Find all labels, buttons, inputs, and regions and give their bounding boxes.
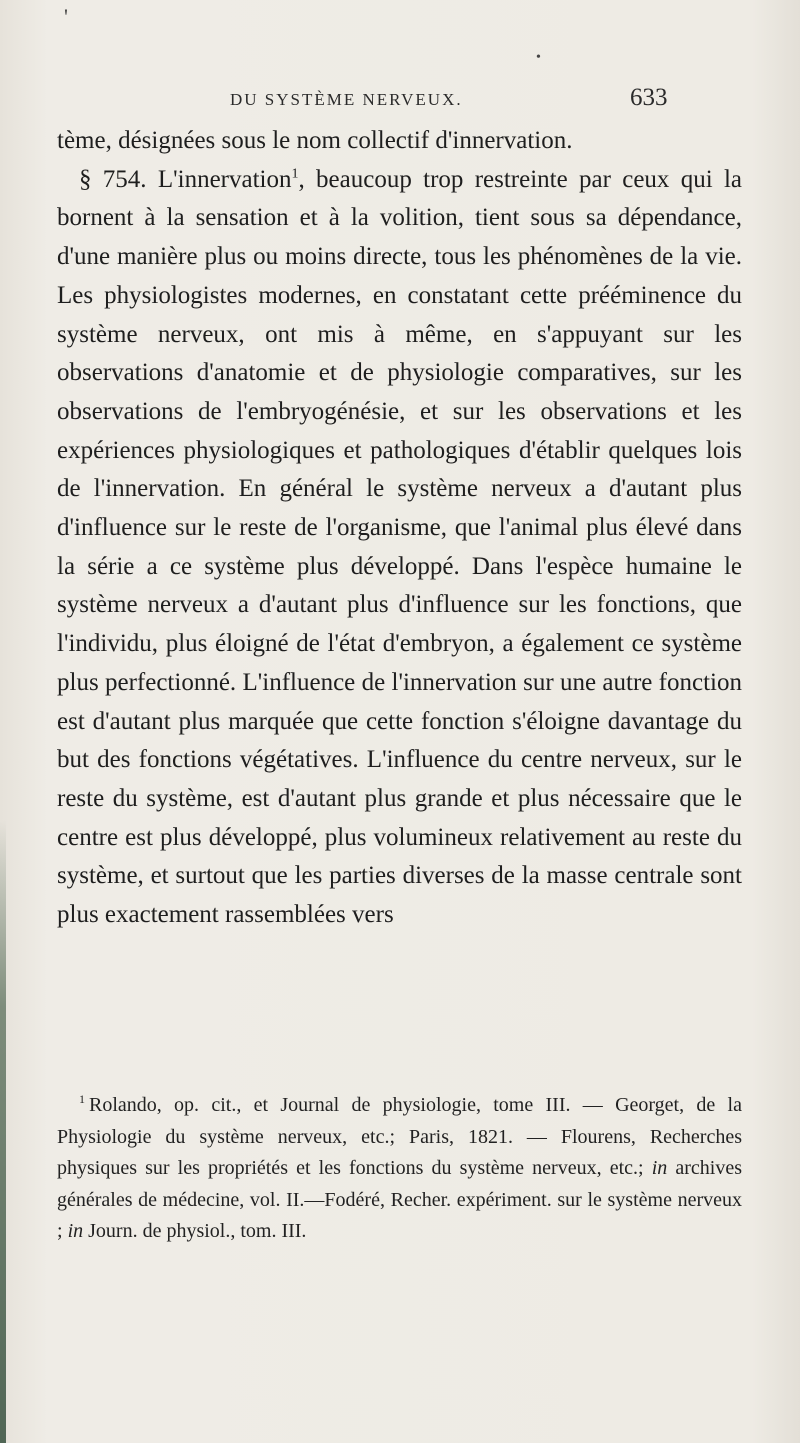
paragraph-section-754 — [57, 161, 742, 935]
page-number: 633 — [630, 84, 668, 111]
main-text — [57, 122, 742, 935]
footnote-text-a: Rolando, op. cit., et Journal de physiologie, tome III. — Georget, de la Physiologie du système nerveux, etc.; Paris, 1821. — Flourens, Recherches physiques sur les propriétés et les fonctions du système nerveux, etc.; — [57, 1094, 742, 1179]
stray-mark-top-left: ' — [64, 4, 68, 29]
footnote-mark: 1 — [79, 1092, 85, 1107]
paragraph-body: , beaucoup trop restreinte par ceux qui la bornent à la sensation et à la volition, tient sous sa dépendance, d'une manière plus ou moins directe, tous les phénomènes de la vie. Les physiologistes modernes, en constatant cette prééminence du système nerveux, ont mis à même, en s'appuyant sur les observations d'anatomie et de physiologie comparatives, sur les observations de l'embryogénésie, et sur les observations et les expériences physiologiques et pathologiques d'établir quelques lois de l'innervation. En général le système nerveux a d'autant plus d'influence sur le reste de l'organisme, que l'animal plus élevé dans la série a ce système plus développé. Dans l'espèce humaine le système nerveux a d'autant plus d'influence sur les fonctions, que l'individu, plus éloigné de l'état d'embryon, a également ce système plus perfectionné. L'influence de l'innervation sur une autre fonction est d'autant plus marquée que cette fonction s'éloigne davantage du but des fonctions végétatives. L'influence du centre nerveux, sur le reste du système, est d'autant plus grande et plus nécessaire que le centre est plus développé, plus volumineux relativement au reste du système, et surtout que les parties diverses de la masse centrale sont plus exactement rassemblées vers — [57, 165, 743, 929]
footnote-text-c: Journ. de physiol., tom. III. — [83, 1220, 307, 1242]
stray-mark-top-right: • — [536, 50, 541, 65]
paragraph-continuation: tème, désignées sous le nom collectif d'innervation. — [57, 127, 573, 154]
binding-edge-shadow — [0, 820, 6, 1443]
footnotes — [57, 1090, 742, 1248]
paragraph-start: L'innervation — [146, 165, 292, 193]
running-head: DU SYSTÈME NERVEUX. — [230, 90, 463, 109]
footnote-text-b: archives générales de médecine, vol. II.—Fodéré, Recher. expériment. sur le système nerveux ; — [57, 1157, 742, 1242]
footnote-reference: 1 — [291, 166, 299, 182]
section-number: § 754. — [79, 165, 147, 193]
footnote-in-1: in — [651, 1157, 668, 1179]
footnote-in-2: in — [67, 1220, 84, 1242]
footnote-1 — [57, 1090, 742, 1248]
